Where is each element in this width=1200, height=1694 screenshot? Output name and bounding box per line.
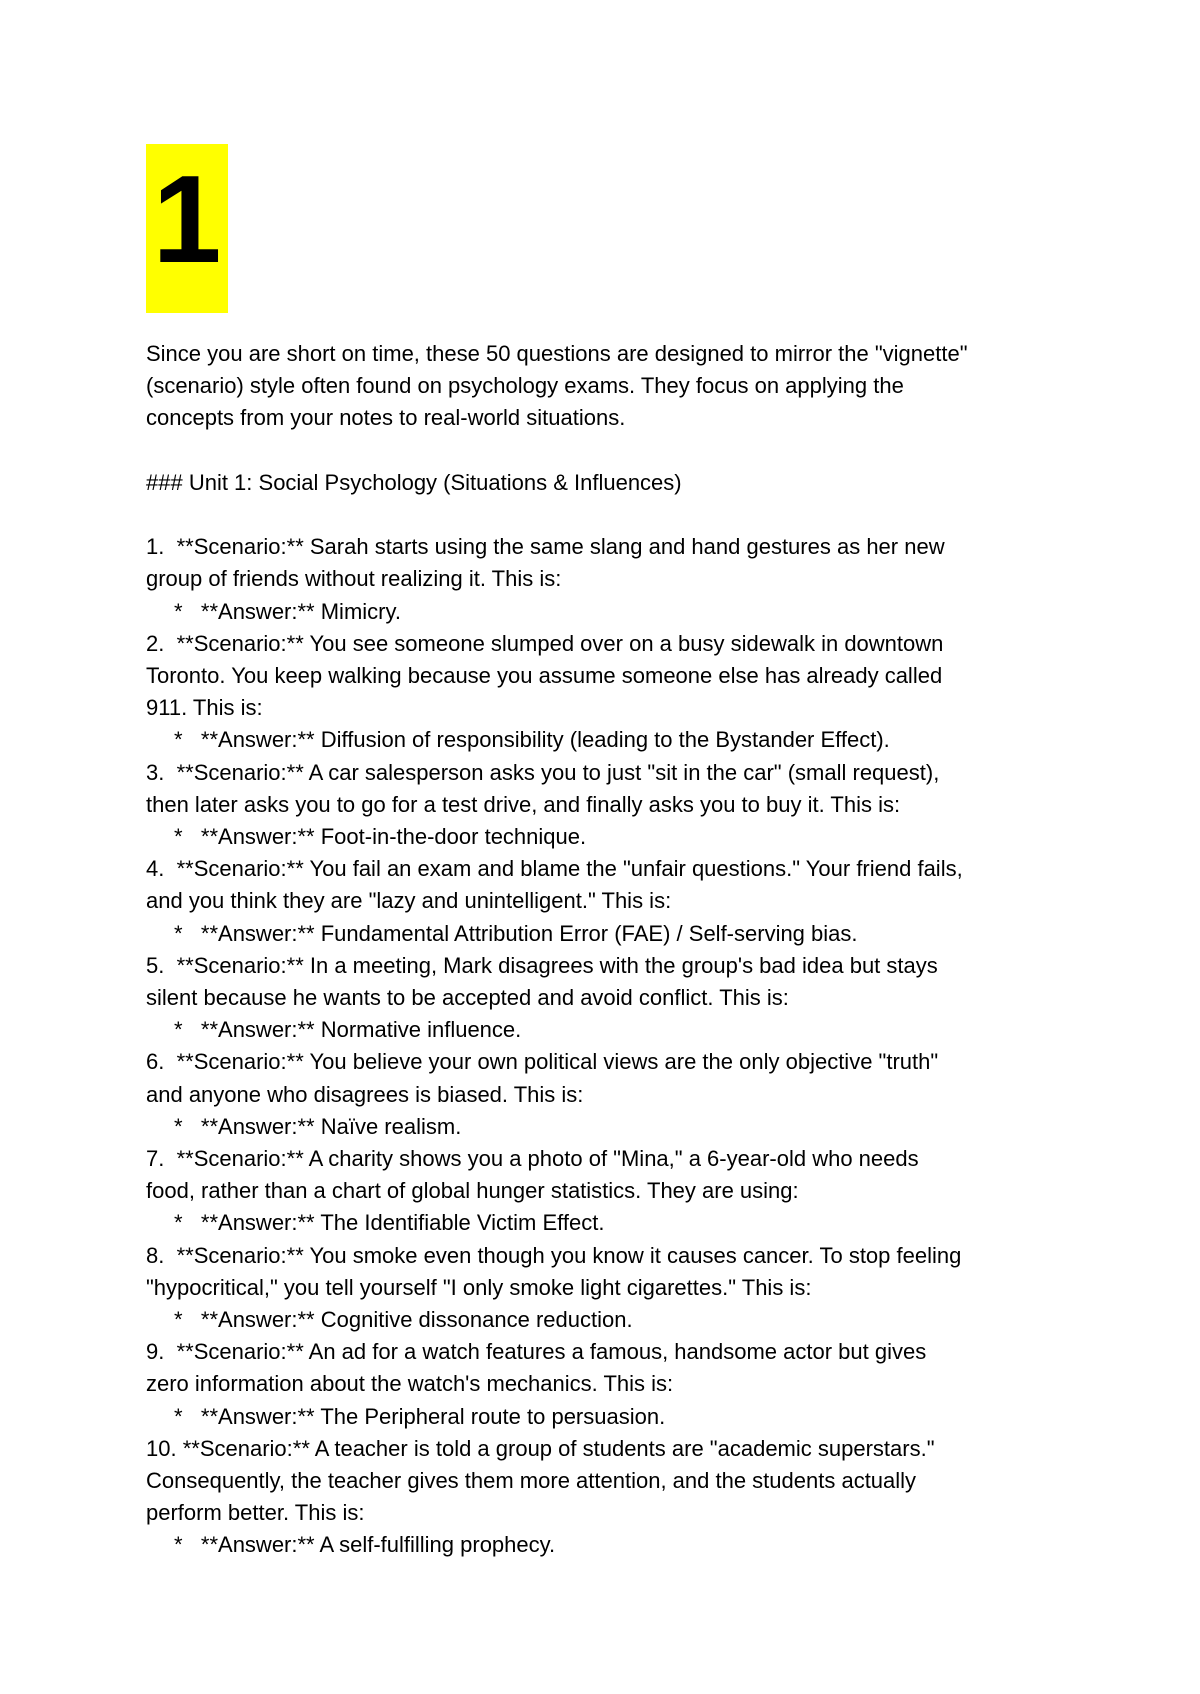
scenario-line: 2. **Scenario:** You see someone slumped over on a busy sidewalk in downtown <box>146 630 944 656</box>
answer-line: * **Answer:** Normative influence. <box>174 1017 522 1043</box>
page-number: 1 <box>152 151 222 289</box>
scenario-line: Consequently, the teacher gives them more attention, and the students actually <box>146 1468 917 1494</box>
answer-line: * **Answer:** Naïve realism. <box>174 1113 462 1139</box>
scenario-line: perform better. This is: <box>146 1500 365 1526</box>
intro-line: concepts from your notes to real-world situations. <box>146 405 626 431</box>
scenario-line: 8. **Scenario:** You smoke even though you know it causes cancer. To stop feeling <box>146 1242 962 1268</box>
scenario-line: 1. **Scenario:** Sarah starts using the same slang and hand gestures as her new <box>146 534 945 560</box>
scenario-line: 911. This is: <box>146 695 263 721</box>
scenario-line: group of friends without realizing it. This is: <box>146 566 562 592</box>
intro-line: Since you are short on time, these 50 questions are designed to mirror the "vignette" <box>146 341 968 366</box>
scenario-line: 6. **Scenario:** You believe your own political views are the only objective "truth" <box>146 1049 939 1075</box>
scenario-line: 3. **Scenario:** A car salesperson asks you to just "sit in the car" (small request), <box>146 759 940 785</box>
blank-line <box>146 435 1076 467</box>
intro-line: (scenario) style often found on psychology exams. They focus on applying the <box>146 373 904 399</box>
scenario-line: 7. **Scenario:** A charity shows you a photo of "Mina," a 6-year-old who needs <box>146 1146 919 1172</box>
scenario-line: zero information about the watch's mechanics. This is: <box>146 1371 674 1397</box>
answer-line: * **Answer:** Diffusion of responsibility (leading to the Bystander Effect). <box>174 727 890 753</box>
scenario-line: 9. **Scenario:** An ad for a watch features a famous, handsome actor but gives <box>146 1339 927 1365</box>
scenario-line: "hypocritical," you tell yourself "I only smoke light cigarettes." This is: <box>146 1274 812 1300</box>
answer-line: * **Answer:** The Identifiable Victim Effect. <box>174 1210 605 1236</box>
document-body <box>146 338 1076 1562</box>
answer-line: * **Answer:** Mimicry. <box>174 598 401 624</box>
answer-line: * **Answer:** Cognitive dissonance reduction. <box>174 1307 633 1333</box>
scenario-line: silent because he wants to be accepted and avoid conflict. This is: <box>146 985 789 1011</box>
answer-line: * **Answer:** A self-fulfilling prophecy. <box>174 1532 556 1558</box>
page-number-highlight <box>146 144 228 313</box>
scenario-line: 10. **Scenario:** A teacher is told a group of students are "academic superstars." <box>146 1435 935 1461</box>
answer-line: * **Answer:** The Peripheral route to persuasion. <box>174 1403 666 1429</box>
answer-line: * **Answer:** Foot-in-the-door technique. <box>174 824 587 850</box>
scenario-line: and you think they are "lazy and unintelligent." This is: <box>146 888 672 914</box>
section-heading: ### Unit 1: Social Psychology (Situations & Influences) <box>146 469 682 495</box>
scenario-line: and anyone who disagrees is biased. This is: <box>146 1081 584 1107</box>
blank-line <box>146 499 1076 531</box>
scenario-line: Toronto. You keep walking because you assume someone else has already called <box>146 663 943 688</box>
scenario-line: then later asks you to go for a test drive, and finally asks you to buy it. This is: <box>146 791 901 817</box>
scenario-line: 5. **Scenario:** In a meeting, Mark disagrees with the group's bad idea but stays <box>146 952 938 978</box>
answer-line: * **Answer:** Fundamental Attribution Error (FAE) / Self-serving bias. <box>174 920 858 946</box>
scenario-line: food, rather than a chart of global hunger statistics. They are using: <box>146 1178 799 1204</box>
scenario-line: 4. **Scenario:** You fail an exam and blame the "unfair questions." Your friend fails, <box>146 856 963 882</box>
